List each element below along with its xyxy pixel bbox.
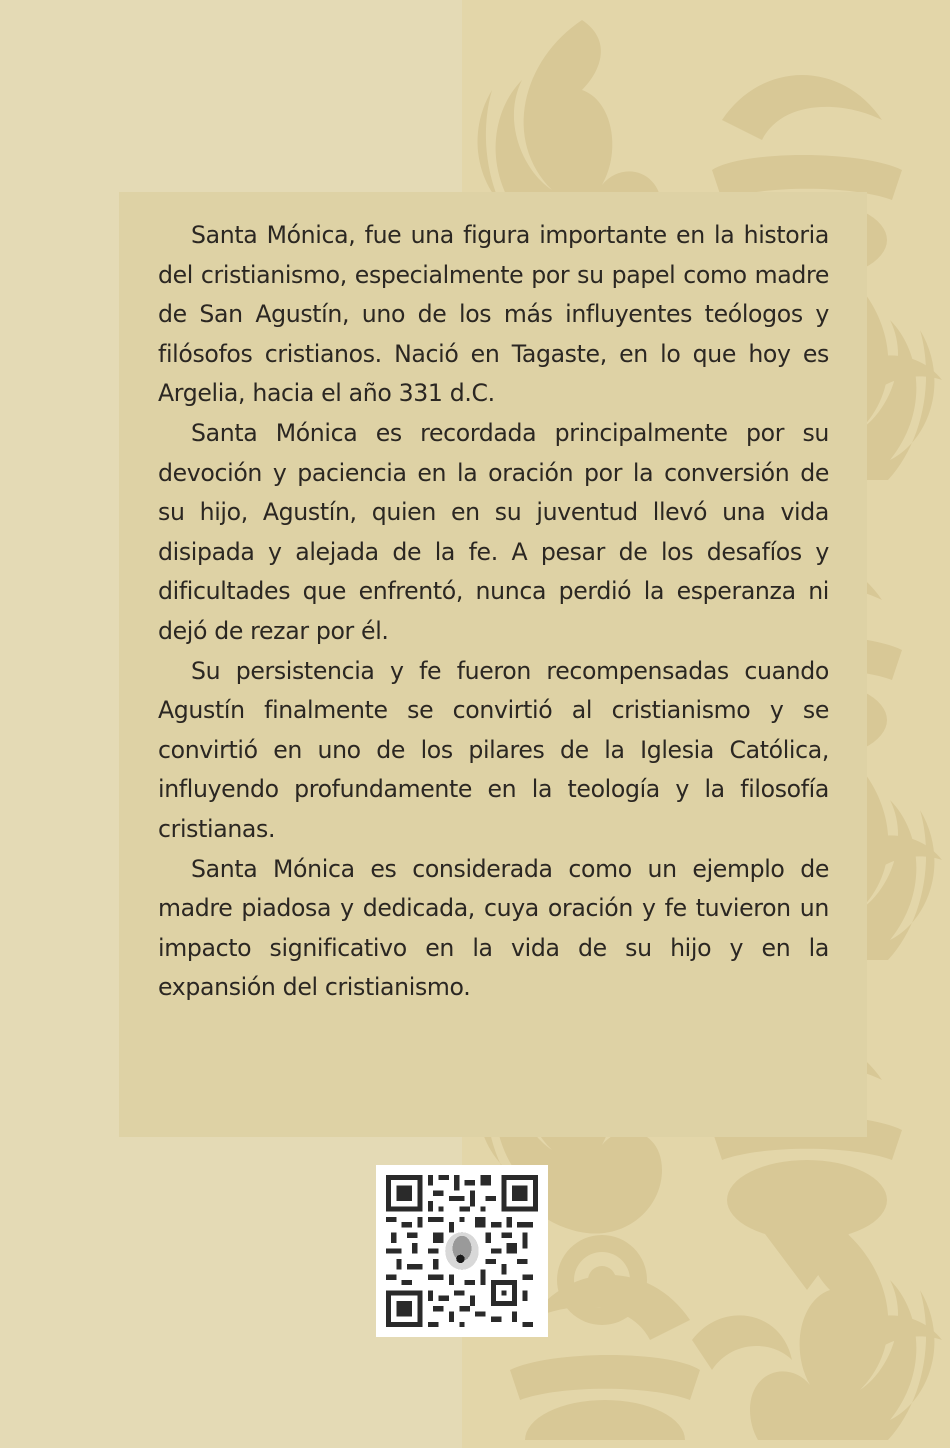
- emblem-icon: [445, 1232, 479, 1270]
- qr-code-icon: [386, 1175, 538, 1327]
- qr-code[interactable]: [376, 1165, 548, 1337]
- paragraph-devotion: Santa Mónica es recordada principalmente por su devoción y paciencia en la oración por la conversión de su hijo, Agustín, quien en su juventud llevó una vida disipada y alejada de la fe. A pesar de los desafíos y dificultades que enfrentó, nunca perdió la esperanza ni dejó de rezar por él.: [158, 418, 829, 645]
- paragraph-conversion: Su persistencia y fe fueron recompensadas cuando Agustín finalmente se convirtió al cristianismo y se convirtió en uno de los pilares de la Iglesia Católica, influyendo profundamente en la teología y la filosofía cristianas.: [158, 656, 829, 843]
- paragraph-legacy: Santa Mónica es considerada como un ejemplo de madre piadosa y dedicada, cuya oración y fe tuvieron un impacto significativo en la vida de su hijo y en la expansión del cristianismo.: [158, 854, 829, 1002]
- text-panel: [119, 192, 867, 1137]
- paragraph-intro: Santa Mónica, fue una figura importante en la historia del cristianismo, especialmente por su papel como madre de San Agustín, uno de los más influyentes teólogos y filósofos cristianos. Nació en Tagaste, en lo que hoy es Argelia, hacia el año 331 d.C.: [158, 221, 829, 408]
